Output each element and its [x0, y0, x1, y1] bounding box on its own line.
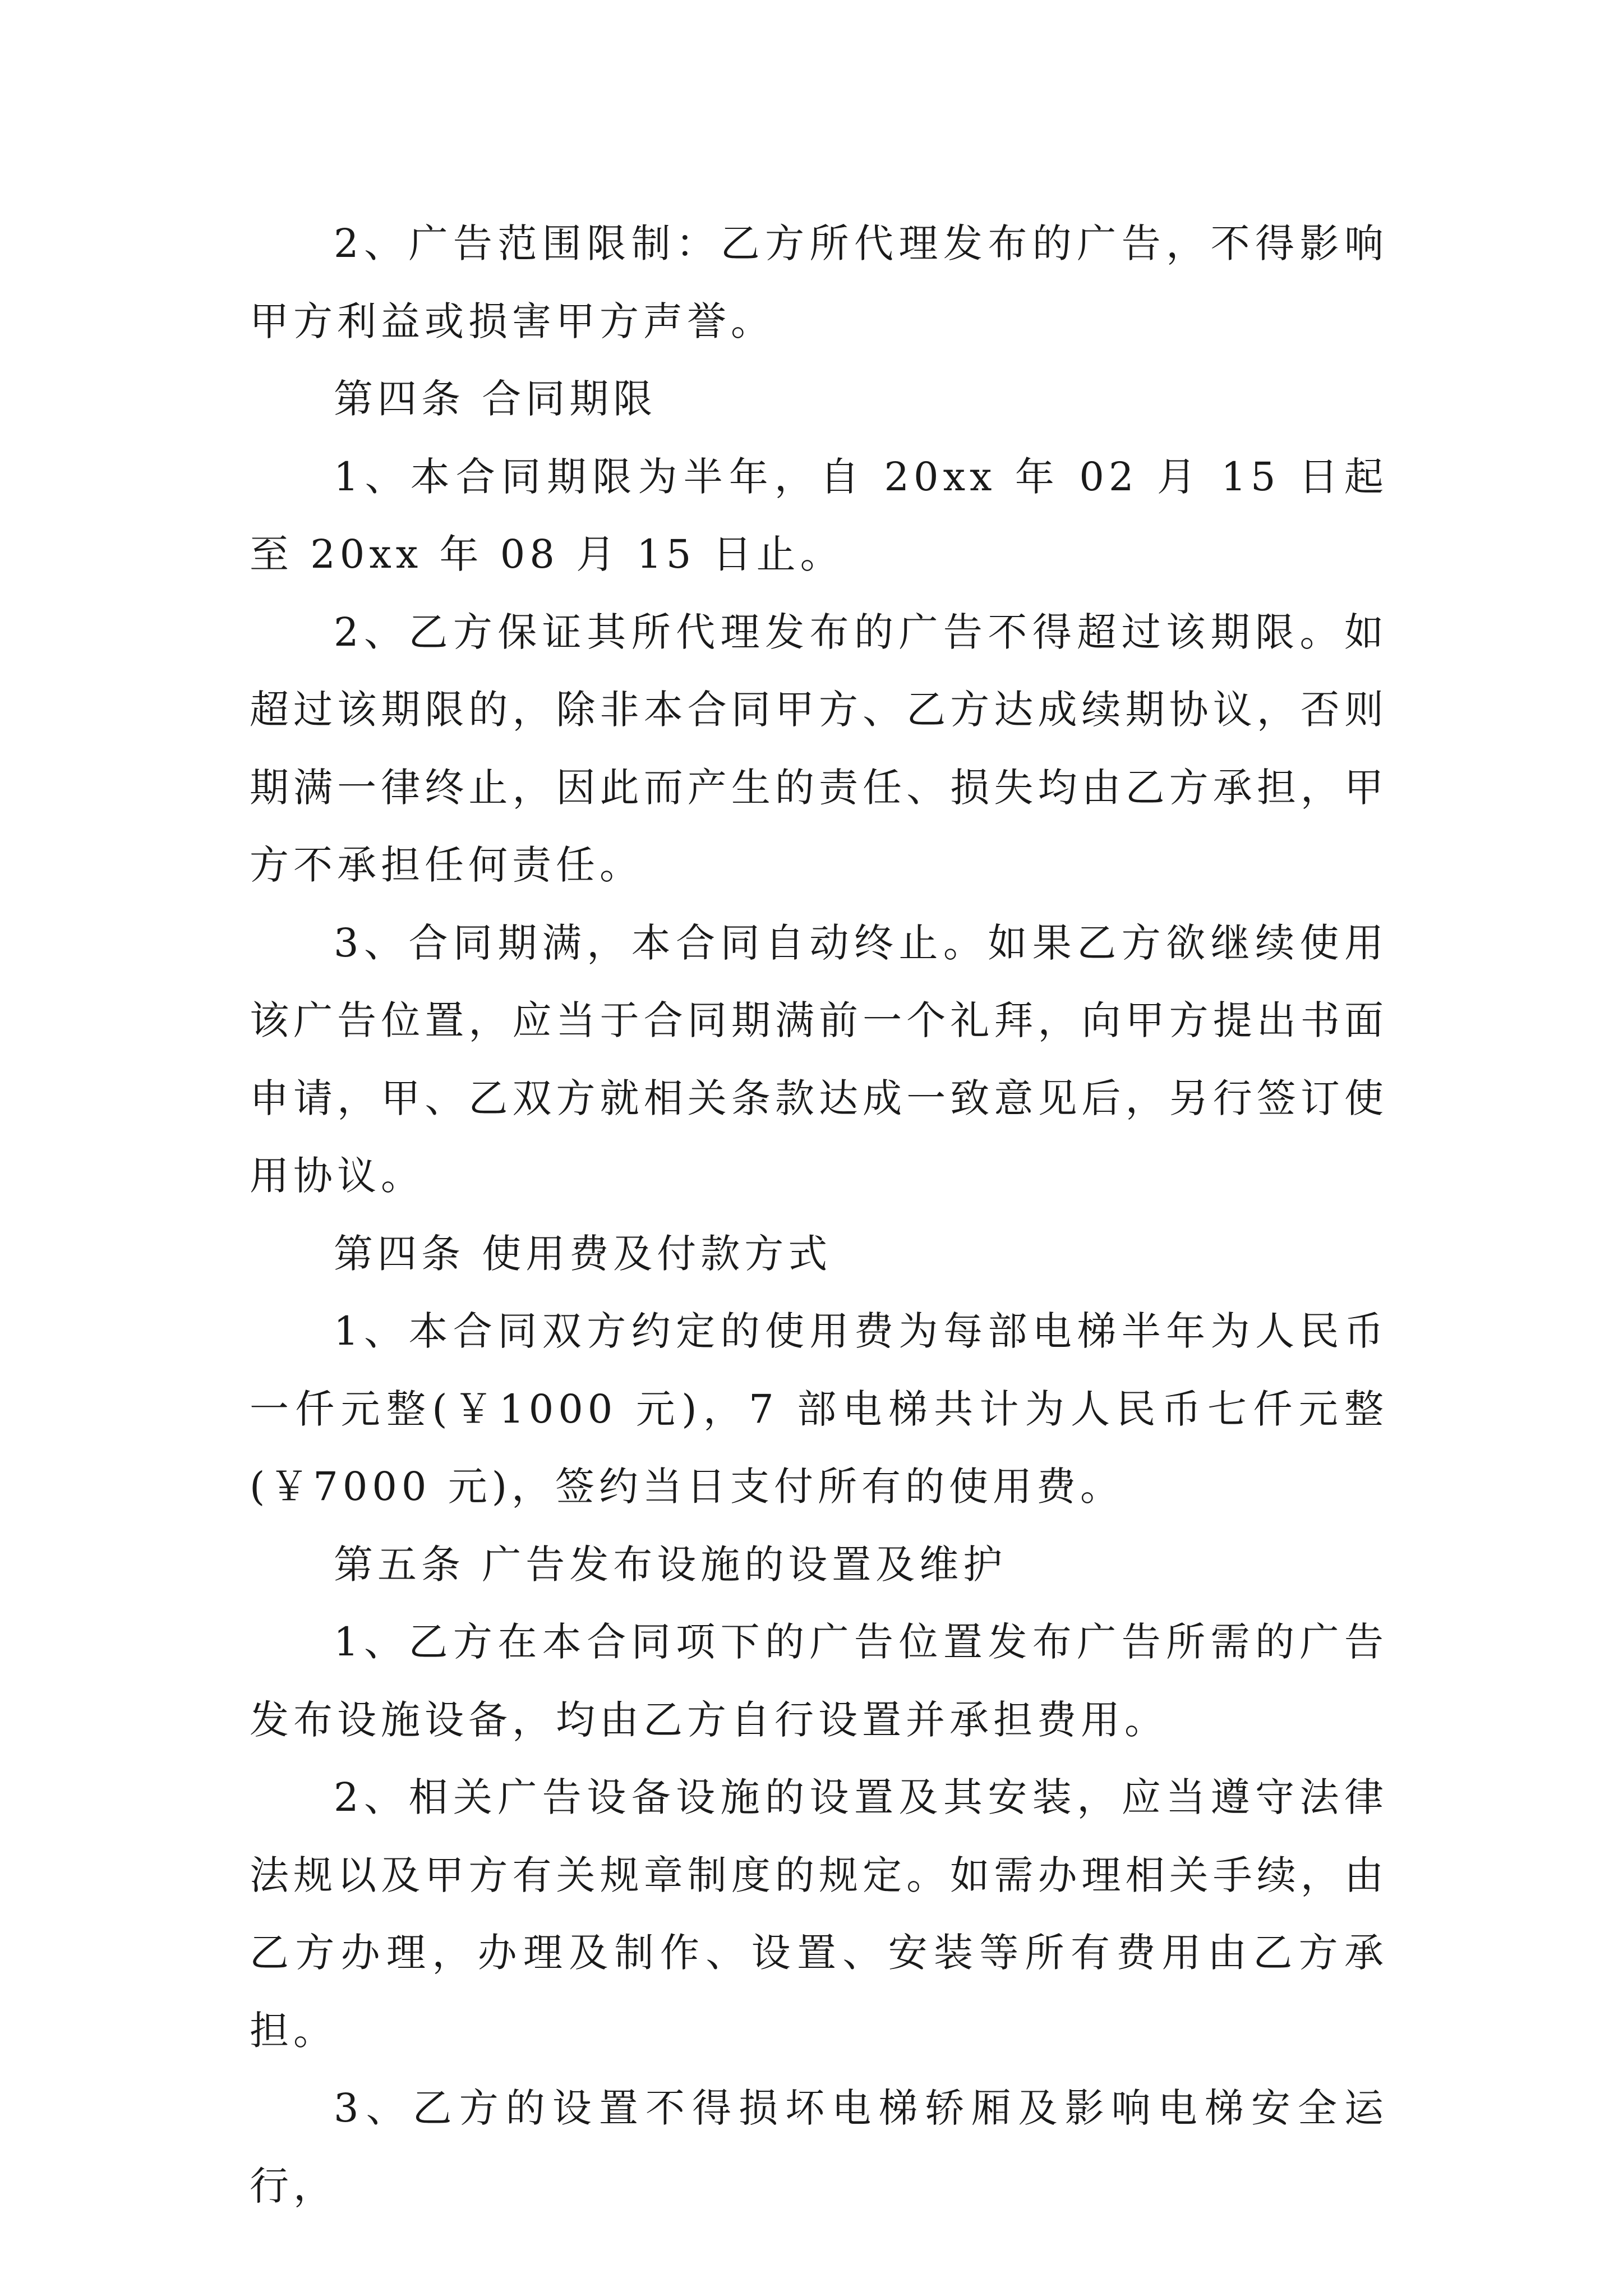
- heading-facilities: 第五条 广告发布设施的设置及维护: [334, 1541, 1007, 1588]
- paragraph-usage-fee: 1、本合同双方约定的使用费为每部电梯半年为人民币一仟元整(￥1000 元)，7 部电梯共计为人民币七仟元整(￥7000 元)，签约当日支付所有的使用费。: [250, 1308, 1388, 1510]
- paragraph-term-guarantee: 2、乙方保证其所代理发布的广告不得超过该期限。如超过该期限的，除非本合同甲方、乙方达成续期协议，否则期满一律终止，因此而产生的责任、损失均由乙方承担，甲方不承担任何责任。: [250, 609, 1388, 888]
- paragraph-facilities-regulations: 2、相关广告设备设施的设置及其安装，应当遵守法律法规以及甲方有关规章制度的规定。如需办理相关手续，由乙方办理，办理及制作、设置、安装等所有费用由乙方承担。: [250, 1774, 1388, 2054]
- heading-contract-term: 第四条 合同期限: [334, 376, 657, 422]
- heading-fees-payment: 第四条 使用费及付款方式: [334, 1230, 832, 1277]
- paragraph-facilities-safety: 3、乙方的设置不得损坏电梯轿厢及影响电梯安全运行，: [250, 2085, 1388, 2209]
- paragraph-term-period: 1、本合同期限为半年，自 20xx 年 02 月 15 日起至 20xx 年 08 月 15 日止。: [250, 453, 1388, 577]
- paragraph-ad-scope: 2、广告范围限制：乙方所代理发布的广告，不得影响甲方利益或损害甲方声誉。: [250, 220, 1388, 344]
- paragraph-term-expiry: 3、合同期满，本合同自动终止。如果乙方欲继续使用该广告位置，应当于合同期满前一个礼拜，向甲方提出书面申请，甲、乙双方就相关条款达成一致意见后，另行签订使用协议。: [250, 919, 1388, 1199]
- paragraph-facilities-setup: 1、乙方在本合同项下的广告位置发布广告所需的广告发布设施设备，均由乙方自行设置并承担费用。: [250, 1619, 1388, 1743]
- document-body: [250, 205, 1388, 2225]
